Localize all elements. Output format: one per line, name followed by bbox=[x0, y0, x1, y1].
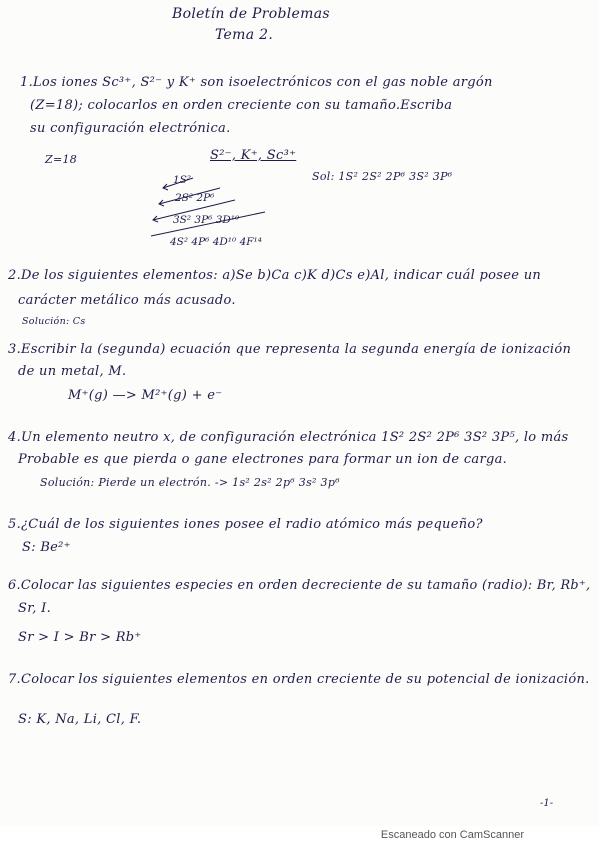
q6-line1: 6.Colocar las siguientes especies en orden decreciente de su tamaño (radio): Br, Rb⁺, bbox=[8, 578, 591, 593]
page-number: -1- bbox=[540, 798, 554, 809]
q4-solution: Solución: Pierde un electrón. -> 1s² 2s² 2p⁶ 3s² 3p⁶ bbox=[40, 476, 340, 489]
q5-line1: 5.¿Cuál de los siguientes iones posee el radio atómico más pequeño? bbox=[8, 517, 483, 532]
q4-line1: 4.Un elemento neutro x, de configuración electrónica 1S² 2S² 2P⁶ 3S² 3P⁵, lo más bbox=[8, 430, 569, 445]
q3-line1: 3.Escribir la (segunda) ecuación que representa la segunda energía de ionización bbox=[8, 342, 572, 357]
diagram-row-1: 1S² bbox=[173, 174, 192, 186]
q1-order: S²⁻, K⁺, Sc³⁺ bbox=[210, 148, 297, 163]
q2-line2: carácter metálico más acusado. bbox=[18, 293, 236, 308]
page-subtitle: Tema 2. bbox=[215, 27, 274, 43]
q1-line2: (Z=18); colocarlos en orden creciente con su tamaño.Escriba bbox=[30, 98, 453, 113]
q1-line1: 1.Los iones Sc³⁺, S²⁻ y K⁺ son isoelectrónicos con el gas noble argón bbox=[20, 75, 493, 90]
scanner-footer bbox=[0, 826, 599, 848]
q6-line2: Sr, I. bbox=[18, 601, 52, 616]
diagram-row-4: 4S² 4P⁶ 4D¹⁰ 4F¹⁴ bbox=[170, 236, 262, 248]
diagram-row-2: 2S² 2P⁶ bbox=[175, 192, 215, 204]
q1-solution: Sol: 1S² 2S² 2P⁶ 3S² 3P⁶ bbox=[312, 170, 453, 183]
aufbau-diagram bbox=[145, 170, 305, 260]
q6-solution: Sr > I > Br > Rb⁺ bbox=[18, 630, 142, 645]
q7-solution: S: K, Na, Li, Cl, F. bbox=[18, 712, 142, 727]
scanner-watermark: Escaneado con CamScanner bbox=[380, 829, 524, 841]
q3-line2: de un metal, M. bbox=[18, 364, 127, 379]
q1-z-note: Z=18 bbox=[45, 153, 78, 166]
diagram-row-3: 3S² 3P⁶ 3D¹⁰ bbox=[173, 214, 240, 226]
q1-line3: su configuración electrónica. bbox=[30, 121, 231, 136]
q5-solution: S: Be²⁺ bbox=[22, 540, 71, 555]
q4-line2: Probable es que pierda o gane electrones para formar un ion de carga. bbox=[18, 452, 508, 467]
q2-line1: 2.De los siguientes elementos: a)Se b)Ca c)K d)Cs e)Al, indicar cuál posee un bbox=[8, 268, 542, 283]
page-title: Boletín de Problemas bbox=[172, 6, 330, 22]
q7-line1: 7.Colocar los siguientes elementos en orden creciente de su potencial de ionización. bbox=[8, 672, 590, 687]
q2-solution: Solución: Cs bbox=[22, 316, 86, 327]
q3-equation: M⁺(g) —> M²⁺(g) + e⁻ bbox=[68, 388, 223, 403]
